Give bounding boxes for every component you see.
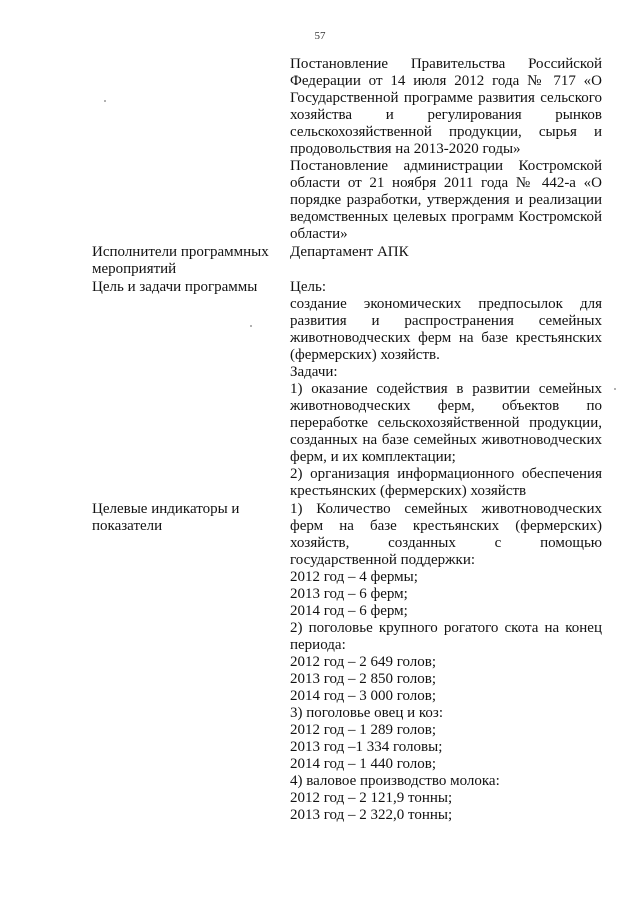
paragraph: 2) организация информационного обеспечения крестьянских (фермерских) хозяйств (290, 466, 602, 499)
paragraph: 2014 год – 1 440 голов; (290, 756, 437, 772)
page-number: 57 (314, 30, 326, 42)
row-content (290, 501, 602, 824)
paragraph: 2) поголовье крупного рогатого скота на конец периода: (290, 620, 602, 653)
paragraph: 2012 год – 1 289 голов; (290, 722, 437, 738)
paragraph: 1) Количество семейных животноводческих ферм на базе крестьянских (фермерских) хозяйств, созданных с помощью государственной поддержки: (290, 501, 602, 568)
table-row-goals (92, 279, 602, 500)
paragraph: Постановление Правительства Российской Федерации от 14 июля 2012 года № 717 «О Государственной программе развития сельского хозяйства и регулирования рынков сельскохозяйственной продукции, сырья и продовольствия на 2013-2020 годы» (290, 56, 602, 157)
paragraph: 2014 год – 3 000 голов; (290, 688, 437, 704)
passport-table (92, 56, 602, 824)
paragraph: 4) валовое производство молока: (290, 773, 500, 789)
paragraph: 2012 год – 2 121,9 тонны; (290, 790, 453, 806)
paragraph: 2013 год – 2 322,0 тонны; (290, 807, 453, 823)
row-content (290, 279, 602, 500)
scan-speck (250, 325, 252, 327)
table-row-executors (92, 244, 602, 278)
paragraph: 2013 год – 6 ферм; (290, 586, 408, 602)
paragraph: 2012 год – 2 649 голов; (290, 654, 437, 670)
scan-speck (614, 388, 616, 390)
paragraph: Задачи: (290, 364, 338, 380)
paragraph: Постановление администрации Костромской области от 21 ноября 2011 года № 442-а «О порядке разработки, утверждения и реализации ведомственных целевых программ Костромской области» (290, 158, 602, 242)
table-row-legal-basis (92, 56, 602, 243)
paragraph: Департамент АПК (290, 244, 409, 260)
paragraph: 2014 год – 6 ферм; (290, 603, 408, 619)
row-label: Исполнители программных мероприятий (92, 244, 269, 277)
paragraph: 1) оказание содействия в развитии семейных животноводческих ферм, объектов по переработке сельскохозяйственной продукции, созданных на базе семейных животноводческих ферм, и их комплектации; (290, 381, 602, 465)
paragraph: создание экономических предпосылок для развития и распространения семейных животноводческих ферм на базе крестьянских (фермерских) хозяйств. (290, 296, 602, 363)
paragraph: Цель: (290, 279, 326, 295)
scan-speck (104, 100, 106, 102)
paragraph: 3) поголовье овец и коз: (290, 705, 443, 721)
row-label: Целевые индикаторы и показатели (92, 501, 240, 534)
paragraph: 2012 год – 4 фермы; (290, 569, 418, 585)
paragraph: 2013 год –1 334 головы; (290, 739, 443, 755)
row-content (290, 244, 602, 261)
table-row-indicators (92, 501, 602, 824)
row-label: Цель и задачи программы (92, 279, 258, 295)
row-content (290, 56, 602, 243)
paragraph: 2013 год – 2 850 голов; (290, 671, 437, 687)
